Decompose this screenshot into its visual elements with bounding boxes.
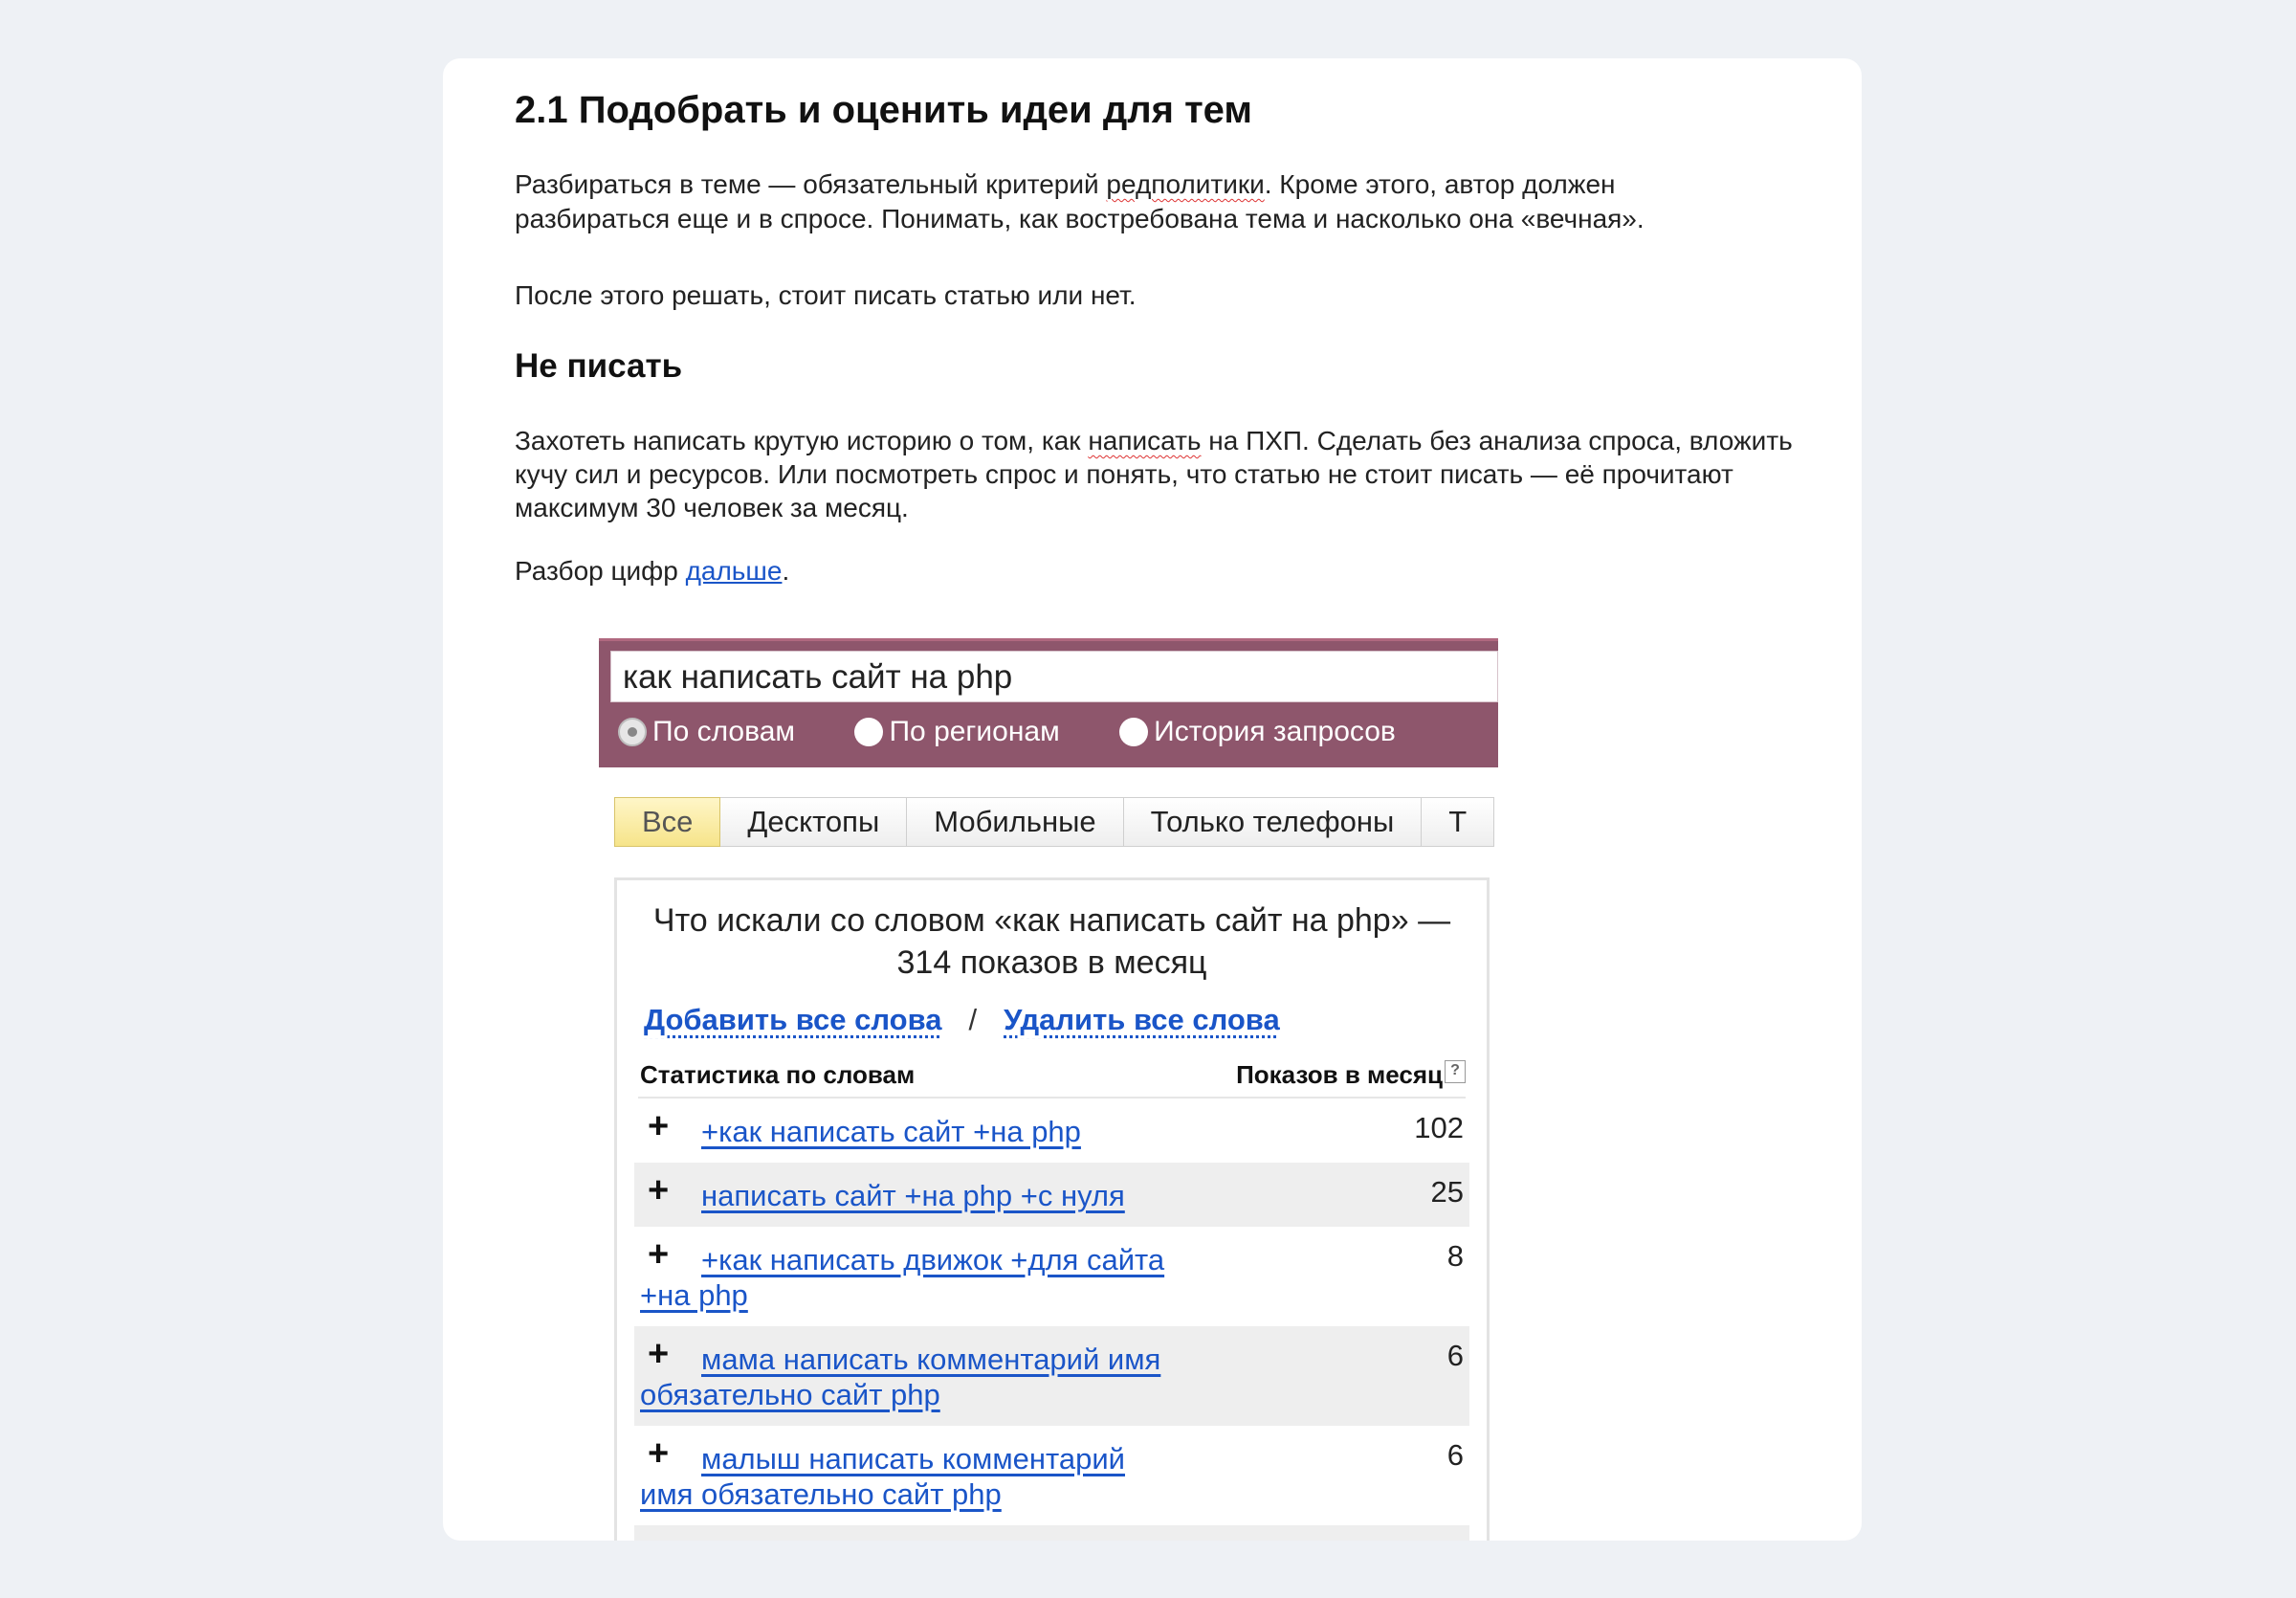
add-keyword-icon[interactable]: +	[648, 1106, 670, 1146]
radio-by-regions[interactable]	[854, 716, 1059, 748]
paragraph-text: Захотеть написать крутую историю о том, как	[515, 426, 1089, 455]
table-row	[634, 1227, 1469, 1326]
radio-by-words[interactable]	[618, 716, 795, 748]
add-all-words-link[interactable]: Добавить все слова	[644, 1003, 942, 1036]
tab-phones-only[interactable]: Только телефоны	[1124, 797, 1423, 847]
paragraph-example	[515, 424, 1801, 524]
radio-label: По словам	[652, 716, 796, 747]
table-row	[634, 1326, 1469, 1426]
wordstat-screenshot	[599, 638, 1498, 1541]
table-row-partial	[634, 1525, 1469, 1541]
radio-label: История запросов	[1154, 716, 1396, 747]
column-header-label: Показов в месяц	[1236, 1060, 1443, 1089]
article-card	[443, 58, 1862, 1541]
tab-truncated[interactable]: Т	[1422, 797, 1494, 847]
paragraph-criteria	[515, 167, 1711, 236]
results-panel	[614, 877, 1490, 1541]
device-tabs	[614, 797, 1494, 847]
next-link[interactable]: дальше	[685, 556, 783, 586]
keyword-link[interactable]: +как написать движок +для сайта +на php	[640, 1243, 1165, 1312]
radio-unchecked-icon	[1119, 718, 1148, 746]
tab-desktops[interactable]: Десктопы	[720, 797, 907, 847]
keyword-link[interactable]: написать сайт +на php +с нуля	[701, 1179, 1125, 1212]
paragraph-decide: После этого решать, стоит писать статью или нет.	[515, 280, 1137, 310]
search-mode-radios	[618, 716, 1451, 754]
keyword-table	[634, 1099, 1469, 1541]
tab-mobile[interactable]: Мобильные	[907, 797, 1123, 847]
impressions-count: 6	[1446, 1339, 1464, 1372]
search-bar	[599, 638, 1498, 767]
table-row	[634, 1426, 1469, 1525]
radio-unchecked-icon	[854, 718, 883, 746]
radio-label: По регионам	[889, 716, 1060, 747]
paragraph-text: .	[782, 556, 790, 586]
impressions-count: 102	[1414, 1111, 1464, 1144]
paragraph-numbers	[515, 554, 1758, 588]
keyword-link[interactable]: +как написать сайт +на php	[701, 1115, 1081, 1148]
actions-separator: /	[968, 1003, 978, 1036]
paragraph-text: на ПХП. Сделать без анализа спроса, вложить кучу сил и ресурсов. Или посмотреть спрос и понять, что статью не стоит писать — её прочитают максимум 30 человек за месяц.	[515, 426, 1793, 522]
radio-history[interactable]	[1119, 716, 1396, 748]
results-actions	[644, 1003, 1280, 1037]
keyword-link[interactable]: малыш написать комментарий имя обязательно сайт php	[640, 1442, 1125, 1511]
search-input[interactable]: как написать сайт на php	[610, 651, 1498, 702]
misspelled-word: написать	[1088, 426, 1202, 455]
radio-checked-icon	[618, 718, 647, 746]
table-header	[638, 1056, 1466, 1099]
keyword-link[interactable]: мама написать комментарий имя обязательно сайт php	[640, 1343, 1161, 1411]
table-row	[634, 1099, 1469, 1163]
tab-all[interactable]: Все	[614, 797, 720, 847]
results-heading: Что искали со словом «как написать сайт на php» — 314 показов в месяц	[652, 902, 1451, 981]
impressions-count: 25	[1430, 1175, 1464, 1209]
add-keyword-icon[interactable]: +	[648, 1234, 670, 1275]
impressions-count: 8	[1446, 1239, 1464, 1273]
article-title: 2.1 Подобрать и оценить идеи для тем	[515, 89, 1252, 131]
paragraph-text: Разбор цифр	[515, 556, 686, 586]
add-keyword-icon[interactable]: +	[648, 1170, 670, 1210]
table-row	[634, 1163, 1469, 1227]
impressions-count: 6	[1446, 1438, 1464, 1472]
misspelled-word: редполитики	[1106, 169, 1265, 199]
section-subtitle: Не писать	[515, 347, 683, 385]
add-keyword-icon[interactable]: +	[648, 1334, 670, 1374]
paragraph-text: Разбираться в теме — обязательный критерий	[515, 169, 1107, 199]
paragraph-text: . Кроме этого, автор должен разбираться еще и в спросе. Понимать, как востребована тема и насколько она «вечная».	[515, 169, 1645, 233]
column-header-words: Статистика по словам	[640, 1060, 916, 1089]
add-keyword-icon[interactable]: +	[648, 1433, 670, 1474]
column-header-impressions	[1236, 1060, 1466, 1090]
help-icon[interactable]: ?	[1445, 1060, 1466, 1083]
remove-all-words-link[interactable]: Удалить все слова	[1004, 1003, 1280, 1036]
